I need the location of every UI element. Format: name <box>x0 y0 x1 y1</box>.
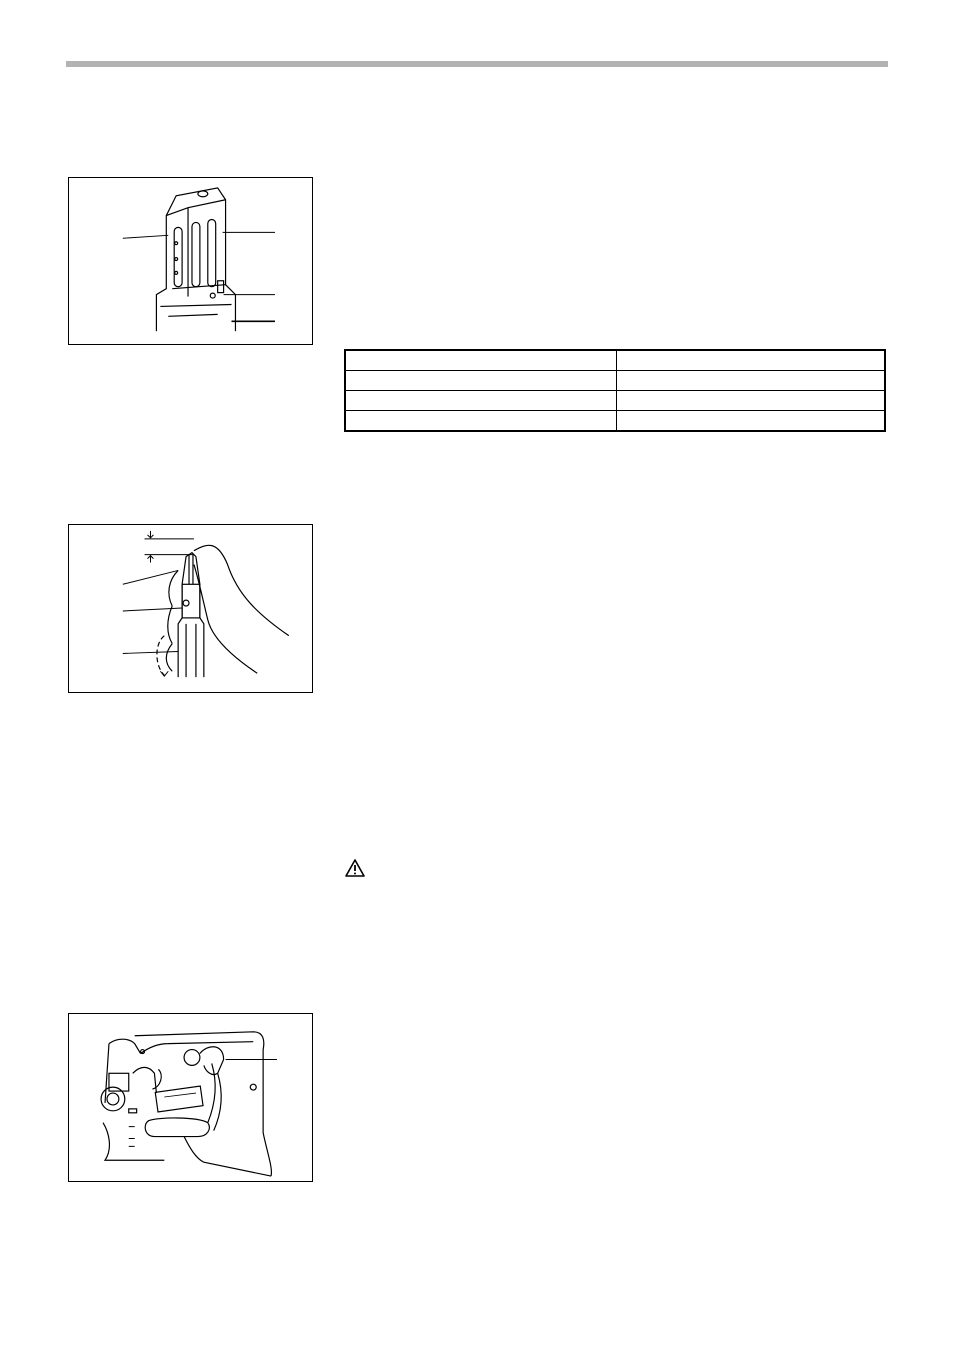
table-cell <box>617 411 886 432</box>
figure-2-illustration <box>69 525 312 692</box>
table-cell <box>617 350 886 371</box>
table-cell <box>345 411 617 432</box>
figure-3 <box>68 1013 313 1182</box>
table-row <box>345 371 885 391</box>
table-row <box>345 391 885 411</box>
table-row <box>345 411 885 432</box>
header-rule <box>66 61 888 67</box>
table-cell <box>617 371 886 391</box>
table-row <box>345 350 885 371</box>
spec-table <box>344 349 886 432</box>
figure-1-illustration <box>69 178 312 344</box>
table-cell <box>617 391 886 411</box>
figure-3-illustration <box>69 1014 312 1181</box>
table-cell <box>345 371 617 391</box>
figure-1 <box>68 177 313 345</box>
table-cell <box>345 391 617 411</box>
table-cell <box>345 350 617 371</box>
figure-2 <box>68 524 313 693</box>
warning-triangle-icon <box>344 858 366 878</box>
